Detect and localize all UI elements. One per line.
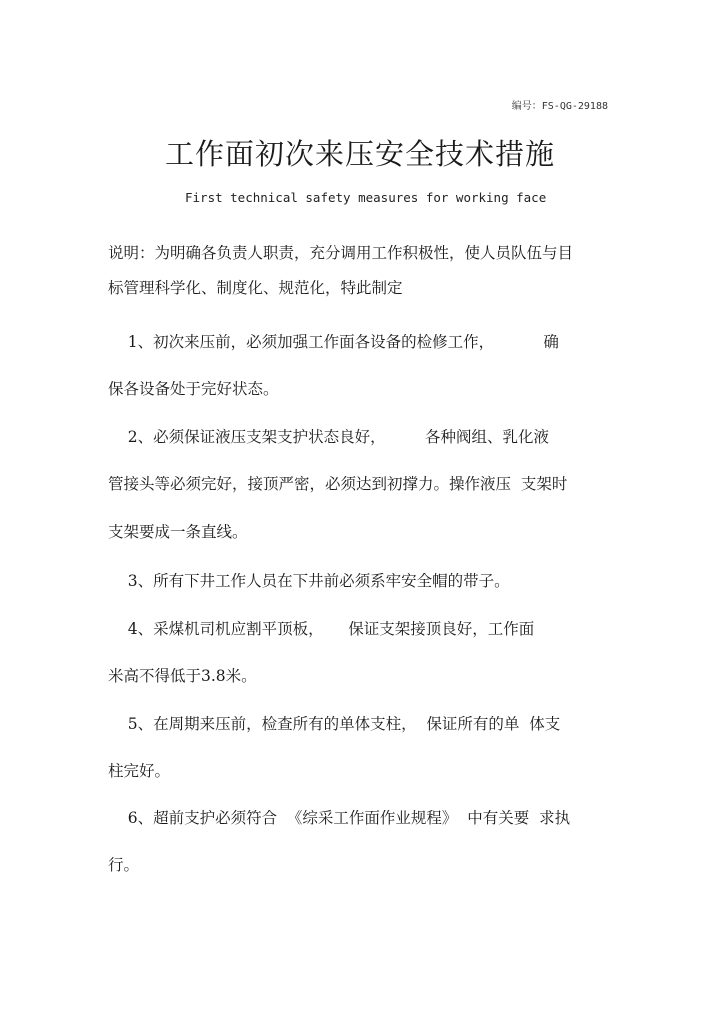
item-1-line: 1、初次来压前，必须加强工作面各设备的检修工作， 确 — [108, 333, 559, 351]
item-6-line: 行。 — [108, 856, 140, 874]
item-2-line: 管接头等必须完好，接顶严密，必须达到初撑力。操作液压 支架时 — [108, 475, 568, 493]
intro-line: 标管理科学化、制度化、规范化，特此制定 — [108, 279, 403, 297]
item-2-line: 支架要成一条直线。 — [108, 523, 248, 541]
item-3-line: 3、所有下井工作人员在下井前必须系牢安全帽的带子。 — [108, 572, 510, 590]
item-2-line: 2、必须保证液压支架支护状态良好， 各种阀组、乳化液 — [108, 428, 549, 446]
item-4-line: 米高不得低于3.8米。 — [108, 667, 257, 685]
intro-line: 说明：为明确各负责人职责，充分调用工作积极性，使人员队伍与目 — [108, 244, 574, 262]
document-title: 工作面初次来压安全技术措施 — [164, 137, 555, 171]
document-number: 编号：FS-QG-29188 — [511, 101, 608, 112]
item-1-line: 保各设备处于完好状态。 — [108, 380, 279, 398]
document-subtitle: First technical safety measures for working face — [185, 190, 547, 205]
item-5-line: 柱完好。 — [108, 762, 171, 780]
item-4-line: 4、采煤机司机应割平顶板， 保证支架接顶良好，工作面 — [108, 620, 535, 638]
item-5-line: 5、在周期来压前，检查所有的单体支柱， 保证所有的单 体支 — [108, 715, 561, 733]
item-6-line: 6、超前支护必须符合 《综采工作面作业规程》 中有关要 求执 — [108, 809, 571, 827]
